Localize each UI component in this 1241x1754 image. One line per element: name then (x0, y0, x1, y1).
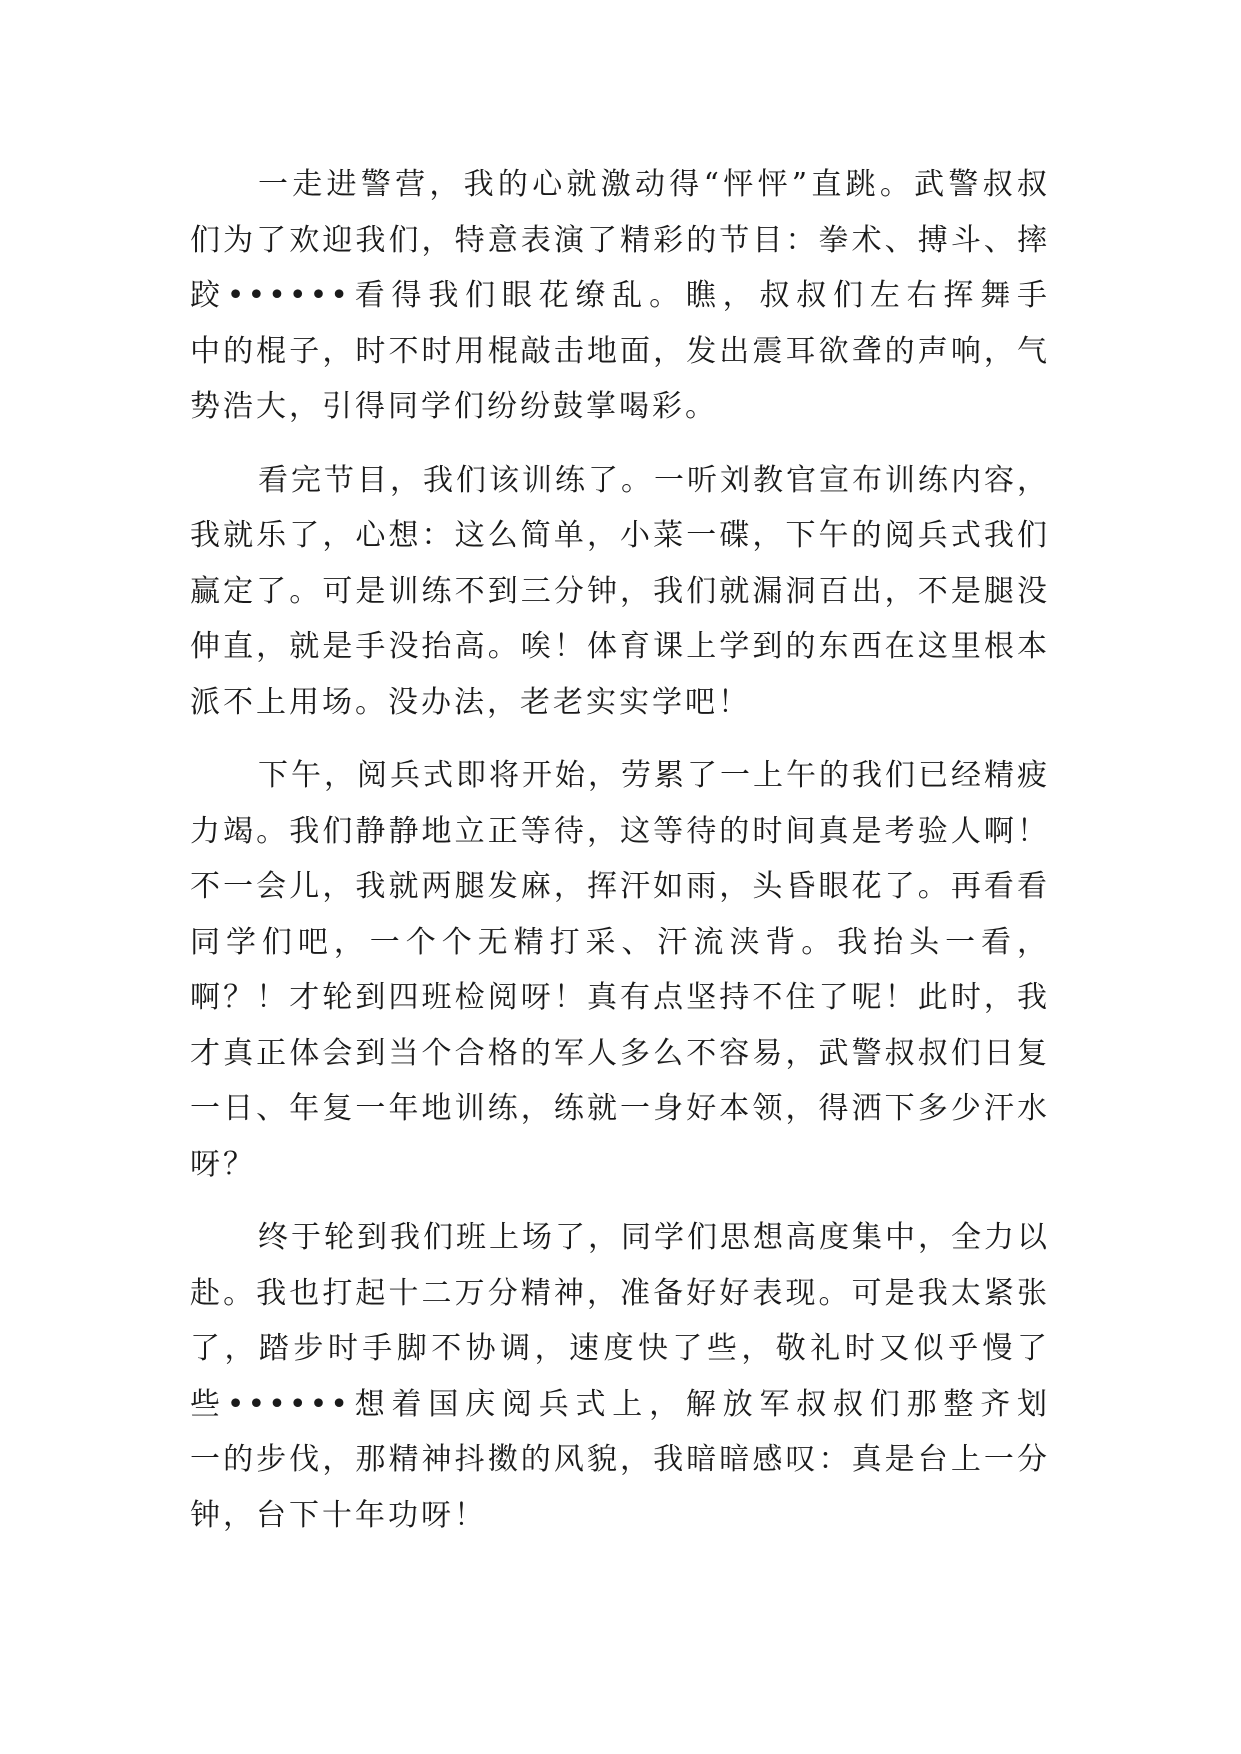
text-line: 赢定了。可是训练不到三分钟，我们就漏洞百出，不是腿没 (190, 573, 1050, 609)
text-line: 们为了欢迎我们，特意表演了精彩的节目：拳术、搏斗、摔 (190, 222, 1050, 258)
essay-body (190, 157, 1050, 1543)
text-line: 派不上用场。没办法，老老实实学吧！ (190, 684, 751, 720)
text-line: 呀？ (190, 1146, 256, 1182)
text-line: 才真正体会到当个合格的军人多么不容易，武警叔叔们日复 (190, 1035, 1050, 1071)
text-line: 不一会儿，我就两腿发麻，挥汗如雨，头昏眼花了。再看看 (190, 869, 1050, 904)
paragraph-4 (190, 1210, 1050, 1543)
text-line: 一日、年复一年地训练，练就一身好本领，得洒下多少汗水 (190, 1091, 1050, 1126)
text-line: 下午，阅兵式即将开始，劳累了一上午的我们已经精疲 (258, 758, 1050, 793)
text-line: 些••••••想着国庆阅兵式上，解放军叔叔们那整齐划 (190, 1386, 1050, 1422)
text-line: 同学们吧，一个个无精打采、汗流浃背。我抬头一看， (190, 924, 1050, 960)
paragraph-3 (190, 748, 1050, 1192)
text-line: 了，踏步时手脚不协调，速度快了些，敬礼时又似乎慢了 (190, 1331, 1050, 1366)
text-line: 跤••••••看得我们眼花缭乱。瞧，叔叔们左右挥舞手 (190, 278, 1050, 313)
text-line: 啊？！才轮到四班检阅呀！真有点坚持不住了呢！此时，我 (190, 980, 1050, 1015)
text-line: 伸直，就是手没抬高。唉！体育课上学到的东西在这里根本 (190, 629, 1050, 664)
text-line: 中的棍子，时不时用棍敲击地面，发出震耳欲聋的声响，气 (190, 333, 1050, 369)
text-line: 势浩大，引得同学们纷纷鼓掌喝彩。 (190, 389, 718, 424)
text-line: 终于轮到我们班上场了，同学们思想高度集中，全力以 (258, 1220, 1050, 1255)
text-line: 我就乐了，心想：这么简单，小菜一碟，下午的阅兵式我们 (190, 518, 1050, 553)
text-line: 一的步伐，那精神抖擞的风貌，我暗暗感叹：真是台上一分 (190, 1442, 1050, 1477)
paragraph-2 (190, 453, 1050, 731)
text-line: 一走进警营，我的心就激动得“怦怦”直跳。武警叔叔 (258, 167, 1050, 202)
text-line: 赴。我也打起十二万分精神，准备好好表现。可是我太紧张 (190, 1275, 1050, 1311)
text-line: 力竭。我们静静地立正等待，这等待的时间真是考验人啊！ (190, 813, 1050, 849)
text-line: 钟，台下十年功呀！ (190, 1497, 487, 1533)
paragraph-1 (190, 157, 1050, 435)
text-line: 看完节目，我们该训练了。一听刘教官宣布训练内容， (258, 462, 1050, 498)
